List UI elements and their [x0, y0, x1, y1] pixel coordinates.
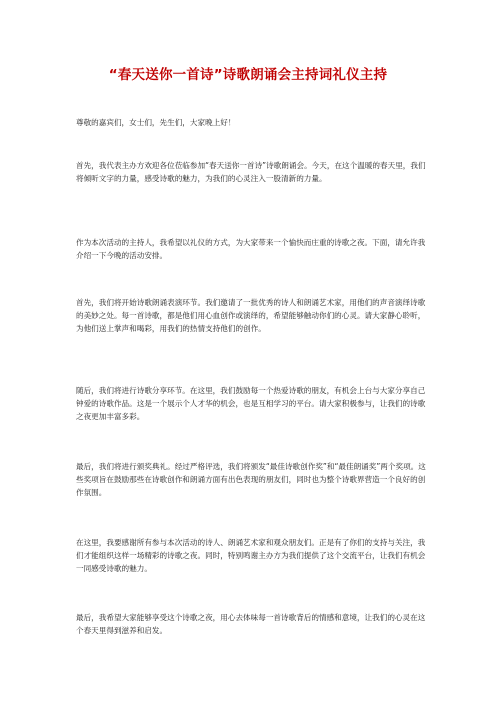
paragraph-greeting: 尊敬的嘉宾们，女士们，先生们，大家晚上好！ — [76, 118, 236, 127]
paragraph-thanks: 在这里，我要感谢所有参与本次活动的诗人、朗诵艺术家和观众朋友们。正是有了你们的支持与关注，我们才能组织这样一场精彩的诗歌之夜。同时，特别鸣谢主办方为我们提供了这个交流平台，让我们有机会一同感受诗歌的魅力。 — [76, 538, 426, 573]
paragraph-host-intro: 作为本次活动的主持人，我希望以礼仪的方式，为大家带来一个愉快而庄重的诗歌之夜。下面，请允许我介绍一下今晚的活动安排。 — [76, 238, 426, 260]
paragraph-welcome: 首先，我代表主办方欢迎各位莅临参加“春天送你一首诗”诗歌朗诵会。今天，在这个温暖的春天里，我们将倾听文字的力量，感受诗歌的魅力，为我们的心灵注入一股清新的力量。 — [76, 161, 426, 183]
document-title: “春天送你一首诗”诗歌朗诵会主持词礼仪主持 — [108, 67, 388, 83]
paragraph-closing: 最后，我希望大家能够享受这个诗歌之夜，用心去体味每一首诗歌背后的情感和意境，让我们的心灵在这个春天里得到滋养和启发。 — [76, 613, 426, 635]
paragraph-awards: 最后，我们将进行颁奖典礼。经过严格评选，我们将颁发“最佳诗歌创作奖”和“最佳朗诵奖”两个奖项。这些奖项旨在鼓励那些在诗歌创作和朗诵方面有出色表现的朋友们，同时也为整个诗歌界营造一个良好的创作氛围。 — [76, 462, 426, 497]
paragraph-sharing: 随后，我们将进行诗歌分享环节。在这里，我们鼓励每一个热爱诗歌的朋友，有机会上台与大家分享自己钟爱的诗歌作品。这是一个展示个人才华的机会，也是互相学习的平台。请大家积极参与，让我们的诗歌之夜更加丰富多彩。 — [76, 386, 426, 421]
paragraph-recitation: 首先，我们将开始诗歌朗诵表演环节。我们邀请了一批优秀的诗人和朗诵艺术家，用他们的声音演绎诗歌的美妙之处。每一首诗歌，都是他们用心血创作或演绎的，希望能够触动你们的心灵。请大家静心聆听，为他们送上掌声和喝彩，用我们的热情支持他们的创作。 — [76, 298, 426, 333]
